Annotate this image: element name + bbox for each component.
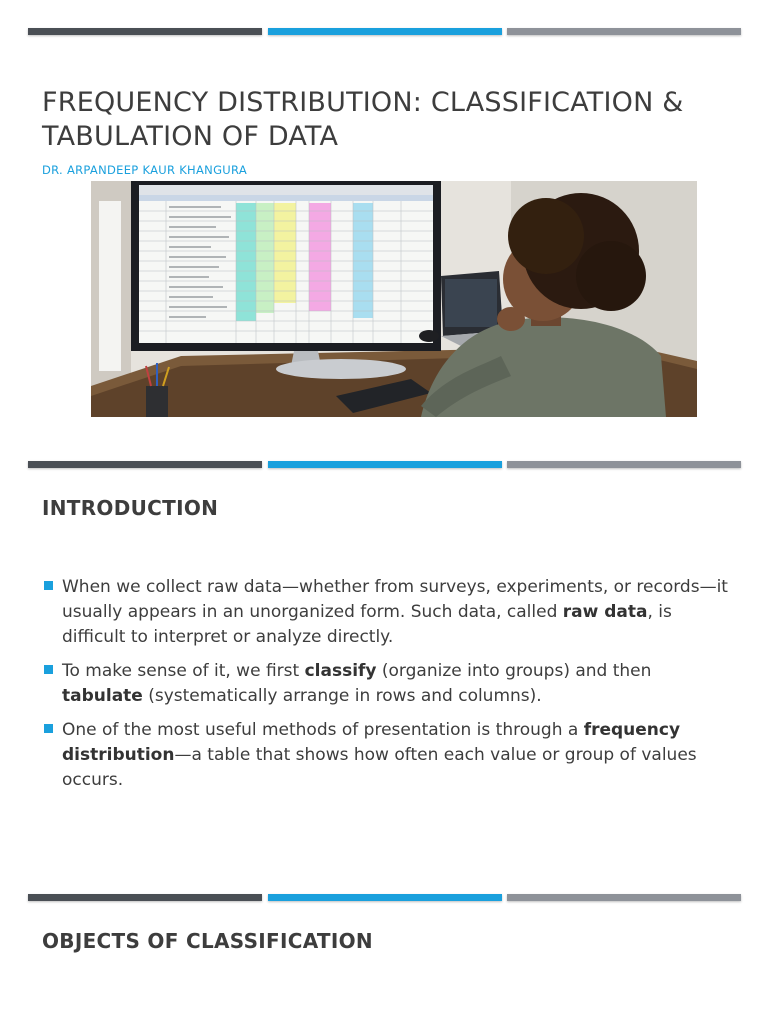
bullet-bold-text: classify [304, 661, 377, 681]
bullet-text: (organize into groups) and then [376, 661, 652, 681]
square-bullet-icon [44, 581, 53, 590]
slide-divider-bottom [28, 894, 741, 902]
divider-segment-dark [28, 894, 262, 901]
bullet-bold-text: frequency distribution [62, 720, 681, 765]
photo-person-at-computer-icon [91, 181, 697, 417]
bullet-item [42, 718, 732, 793]
bullet-text: , is difficult to interpret or analyze directly. [62, 602, 672, 647]
introduction-bullet-list [42, 575, 732, 802]
bullet-text: One of the most useful methods of presentation is through a [62, 720, 584, 740]
divider-segment-blue [268, 28, 502, 35]
bullet-bold-text: tabulate [62, 686, 143, 706]
objects-of-classification-heading: OBJECTS OF CLASSIFICATION [42, 929, 373, 953]
divider-segment-blue [268, 461, 502, 468]
divider-segment-gray [507, 461, 741, 468]
bullet-text: When we collect raw data—whether from surveys, experiments, or records—it usually appears in an unorganized form. Such data, called [62, 577, 728, 622]
bullet-text: —a table that shows how often each value or group of values occurs. [62, 745, 697, 790]
bullet-text: (systematically arrange in rows and columns). [142, 686, 542, 706]
slide-title: FREQUENCY DISTRIBUTION: CLASSIFICATION & TABULATION OF DATA [42, 87, 684, 152]
divider-segment-blue [268, 894, 502, 901]
divider-segment-dark [28, 28, 262, 35]
bullet-bold-text: raw data [562, 602, 648, 622]
hero-photo [91, 181, 697, 417]
divider-segment-gray [507, 28, 741, 35]
bullet-item [42, 575, 732, 650]
bullet-item [42, 659, 732, 709]
bullet-text: To make sense of it, we first [62, 661, 305, 681]
author-name: DR. ARPANDEEP KAUR KHANGURA [42, 163, 247, 177]
slide-divider-middle [28, 461, 741, 469]
square-bullet-icon [44, 665, 53, 674]
slide-divider-top [28, 28, 741, 36]
square-bullet-icon [44, 724, 53, 733]
divider-segment-dark [28, 461, 262, 468]
introduction-heading: INTRODUCTION [42, 496, 219, 520]
divider-segment-gray [507, 894, 741, 901]
